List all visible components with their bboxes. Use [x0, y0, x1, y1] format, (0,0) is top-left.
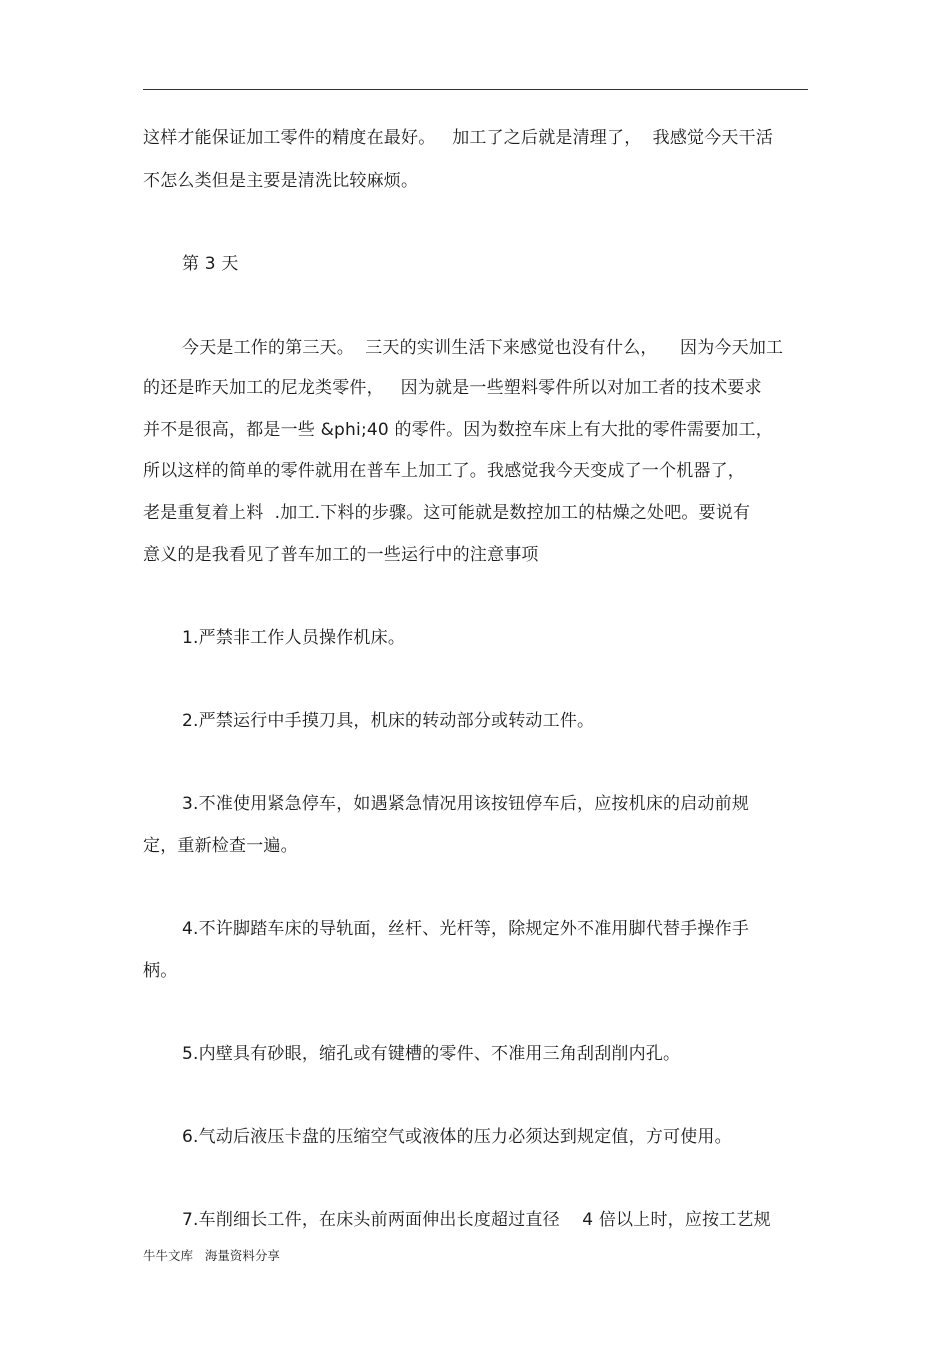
paragraph-line: 这样才能保证加工零件的精度在最好。 加工了之后就是清理了， 我感觉今天干活 [143, 128, 774, 148]
paragraph-line: 的还是昨天加工的尼龙类零件， 因为就是一些塑料零件所以对加工者的技术要求 [143, 378, 762, 398]
header-rule [143, 89, 808, 90]
footer-text: 牛牛文库 海量资料分享 [143, 1248, 280, 1263]
list-item: 7.车削细长工件，在床头前两面伸出长度超过直径 4 倍以上时，应按工艺规 [182, 1210, 771, 1230]
paragraph-line: 并不是很高，都是一些 &phi;40 的零件。因为数控车床上有大批的零件需要加工， [143, 420, 773, 440]
list-item: 3.不准使用紧急停车，如遇紧急情况用该按钮停车后，应按机床的启动前规 [182, 794, 750, 814]
list-item: 2.严禁运行中手摸刀具，机床的转动部分或转动工件。 [182, 711, 595, 731]
paragraph-line: 不怎么类但是主要是清洗比较麻烦。 [143, 171, 419, 191]
paragraph-line: 意义的是我看见了普车加工的一些运行中的注意事项 [143, 545, 539, 565]
paragraph-line: 今天是工作的第三天。 三天的实训生活下来感觉也没有什么， 因为今天加工 [182, 338, 784, 358]
list-item: 6.气动后液压卡盘的压缩空气或液体的压力必须达到规定值，方可使用。 [182, 1127, 732, 1147]
section-heading: 第 3 天 [182, 254, 239, 274]
list-item: 4.不许脚踏车床的导轨面，丝杆、光杆等，除规定外不准用脚代替手操作手 [182, 919, 750, 939]
list-item-continuation: 定，重新检查一遍。 [143, 836, 298, 856]
list-item-continuation: 柄。 [143, 961, 178, 981]
list-item: 1.严禁非工作人员操作机床。 [182, 628, 406, 648]
list-item: 5.内壁具有砂眼，缩孔或有键槽的零件、不准用三角刮刮削内孔。 [182, 1044, 681, 1064]
paragraph-line: 老是重复着上料 .加工.下料的步骤。这可能就是数控加工的枯燥之处吧。要说有 [143, 503, 751, 523]
paragraph-line: 所以这样的简单的零件就用在普车上加工了。我感觉我今天变成了一个机器了， [143, 461, 745, 481]
